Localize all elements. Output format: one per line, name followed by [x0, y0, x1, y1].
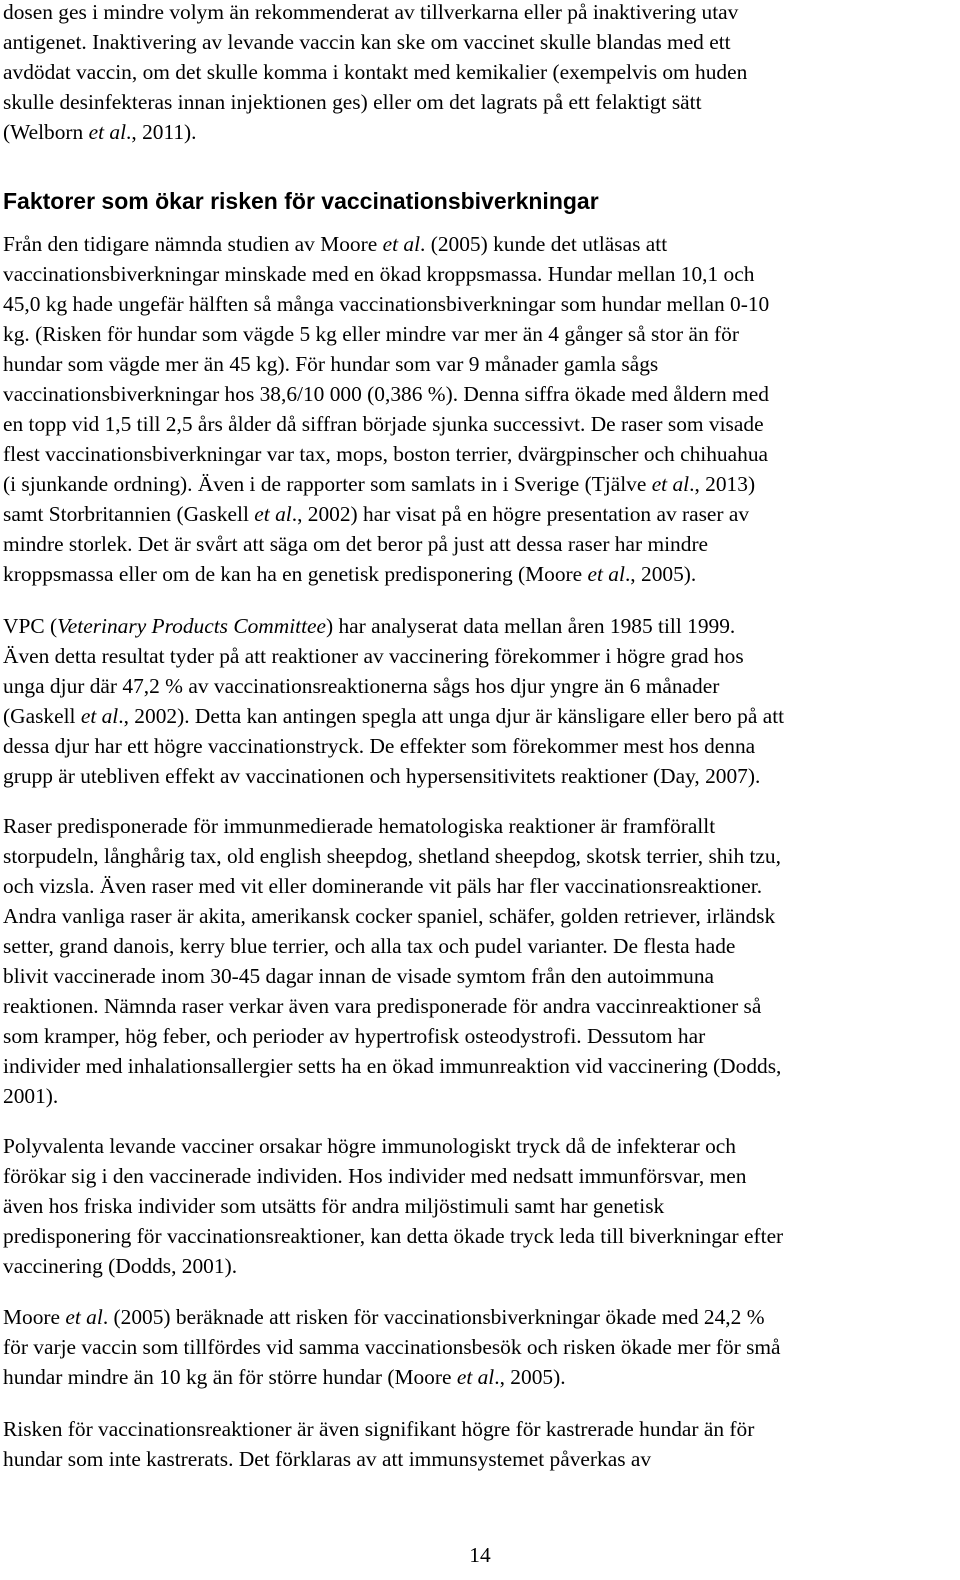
paragraph-castration	[3, 1414, 754, 1474]
text-line: en topp vid 1,5 till 2,5 års ålder då siffran började sjunka successivt. De raser som visade	[3, 412, 764, 436]
text-line: hundar som vägde mer än 45 kg). För hundar som var 9 månader gamla sågs	[3, 352, 659, 376]
text-line: 45,0 kg hade ungefär hälften så många vaccinationsbiverkningar som hundar mellan 0-10	[3, 292, 770, 316]
text-line: reaktionen. Nämnda raser verkar även vara predisponerade för andra vaccinreaktioner så	[3, 994, 762, 1018]
text-line: 2001).	[3, 1084, 59, 1108]
text-line: flest vaccinationsbiverkningar var tax, mops, boston terrier, dvärgpinscher och chihuahua	[3, 442, 769, 466]
text-line: samt Storbritannien (Gaskell et al., 2002) har visat på en högre presentation av raser av	[3, 502, 750, 526]
text-line: Från den tidigare nämnda studien av Moore et al. (2005) kunde det utläsas att	[3, 232, 668, 256]
text-line: Raser predisponerade för immunmedierade hematologiska reaktioner är framförallt	[3, 814, 716, 838]
text-line: skulle desinfekteras innan injektionen ges) eller om det lagrats på ett felaktigt sätt	[3, 90, 702, 114]
text-line: blivit vaccinerade inom 30-45 dagar innan de visade symtom från den autoimmuna	[3, 964, 715, 988]
paragraph-body-weight	[3, 229, 769, 589]
text-line: antigenet. Inaktivering av levande vaccin kan ske om vaccinet skulle blandas med ett	[3, 30, 731, 54]
text-line: (Gaskell et al., 2002). Detta kan antingen spegla att unga djur är känsligare eller bero på att	[3, 704, 785, 728]
page-number: 14	[469, 1543, 491, 1567]
text-line: även hos friska individer som utsätts för andra miljöstimuli samt har genetisk	[3, 1194, 665, 1218]
text-line: mindre storlek. Det är svårt att säga om det beror på just att dessa raser har mindre	[3, 532, 709, 556]
text-line: hundar mindre än 10 kg än för större hundar (Moore et al., 2005).	[3, 1365, 566, 1389]
text-line: dessa djur har ett högre vaccinationstryck. De effekter som förekommer mest hos denna	[3, 734, 756, 758]
text-line: Även detta resultat tyder på att reaktioner av vaccinering förekommer i högre grad hos	[3, 644, 744, 668]
text-line: (i sjunkande ordning). Även i de rapporter som samlats in i Sverige (Tjälve et al., 2013)	[3, 472, 756, 496]
section-heading: Faktorer som ökar risken för vaccinationsbiverkningar	[3, 188, 599, 214]
text-line: (Welborn et al., 2011).	[3, 120, 197, 144]
text-line: vaccinering (Dodds, 2001).	[3, 1254, 238, 1278]
paragraph-breeds	[3, 811, 781, 1111]
text-line: vaccinationsbiverkningar hos 38,6/10 000 (0,386 %). Denna siffra ökade med åldern med	[3, 382, 769, 406]
text-line: för varje vaccin som tillfördes vid samma vaccinationsbesök och risken ökade mer för små	[3, 1335, 781, 1359]
text-line: som kramper, hög feber, och perioder av hypertrofisk osteodystrofi. Dessutom har	[3, 1024, 706, 1048]
text-line: kroppsmassa eller om de kan ha en genetisk predisponering (Moore et al., 2005).	[3, 562, 697, 586]
text-line: storpudeln, långhårig tax, old english sheepdog, shetland sheepdog, skotsk terrier, shih tzu,	[3, 844, 781, 868]
text-line: individer med inhalationsallergier setts ha en ökad immunreaktion vid vaccinering (Dodds,	[3, 1054, 782, 1078]
text-line: och vizsla. Även raser med vit eller dominerande vit päls har fler vaccinationsreaktioner.	[3, 874, 763, 898]
text-line: VPC (Veterinary Products Committee) har analyserat data mellan åren 1985 till 1999.	[3, 614, 736, 638]
text-line: avdödat vaccin, om det skulle komma i kontakt med kemikalier (exempelvis om huden	[3, 60, 748, 84]
text-line: vaccinationsbiverkningar minskade med en ökad kroppsmassa. Hundar mellan 10,1 och	[3, 262, 755, 286]
text-line: Polyvalenta levande vacciner orsakar högre immunologiskt tryck då de infekterar och	[3, 1134, 736, 1158]
paragraph-moore-risk	[3, 1302, 781, 1392]
paragraph-vpc	[3, 611, 784, 791]
text-line: förökar sig i den vaccinerade individen. Hos individer med nedsatt immunförsvar, men	[3, 1164, 747, 1188]
top-paragraph	[3, 0, 747, 147]
text-line: unga djur där 47,2 % av vaccinationsreaktionerna sågs hos djur yngre än 6 månader	[3, 674, 720, 698]
text-line: dosen ges i mindre volym än rekommenderat av tillverkarna eller på inaktivering utav	[3, 0, 739, 24]
text-line: Risken för vaccinationsreaktioner är även signifikant högre för kastrerade hundar än för	[3, 1417, 755, 1441]
text-line: hundar som inte kastrerats. Det förklaras av att immunsystemet påverkas av	[3, 1447, 652, 1471]
text-line: setter, grand danois, kerry blue terrier, och alla tax och pudel varianter. De flesta hade	[3, 934, 736, 958]
text-line: predisponering för vaccinationsreaktioner, kan detta ökade tryck leda till biverkningar efter	[3, 1224, 784, 1248]
text-line: Moore et al. (2005) beräknade att risken för vaccinationsbiverkningar ökade med 24,2 %	[3, 1305, 765, 1329]
text-line: Andra vanliga raser är akita, amerikansk cocker spaniel, schäfer, golden retriever, irländsk	[3, 904, 776, 928]
text-line: grupp är utebliven effekt av vaccinationen och hypersensitivitets reaktioner (Day, 2007).	[3, 764, 761, 788]
text-line: kg. (Risken för hundar som vägde 5 kg eller mindre var mer än 4 gånger så stor än för	[3, 322, 739, 346]
paragraph-polyvalent	[3, 1131, 783, 1281]
